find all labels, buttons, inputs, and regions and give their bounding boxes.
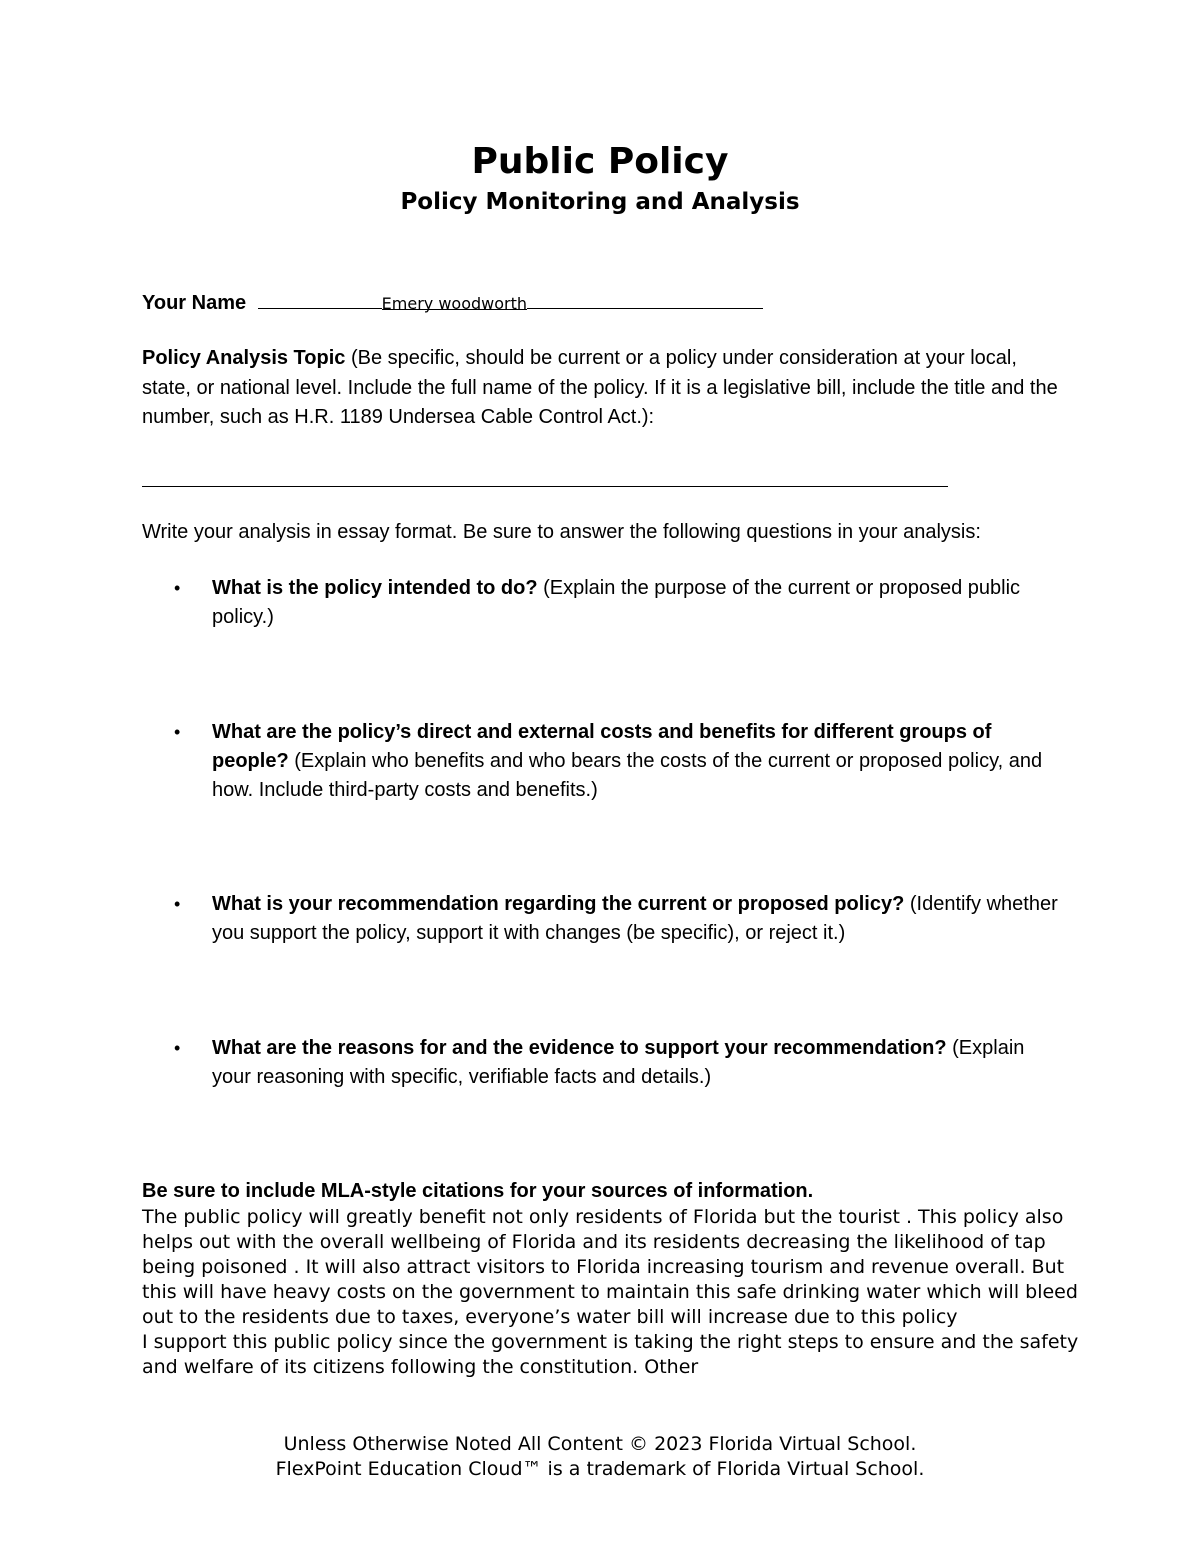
question-text: What is the policy intended to do? [212, 577, 538, 599]
question-item [142, 890, 1062, 948]
bullet-icon: • [174, 722, 181, 742]
name-value[interactable]: Emery woodworth [382, 289, 527, 310]
question-text: What are the policy’s direct and external costs and benefits for different groups of people? [212, 721, 992, 772]
essay-paragraph: I support this public policy since the government is taking the right steps to ensure and the safety and welfare of its citizens following the constitution. Other [142, 1331, 1079, 1378]
mla-citation-note: Be sure to include MLA-style citations for your sources of information. [142, 1180, 814, 1202]
essay-instructions: Write your analysis in essay format. Be sure to answer the following questions in your analysis: [142, 521, 981, 543]
footer-line: Unless Otherwise Noted All Content © 2023 Florida Virtual School. [283, 1433, 917, 1455]
question-text: What are the reasons for and the evidence to support your recommendation? [212, 1037, 947, 1059]
question-item [142, 718, 1062, 805]
policy-topic-prompt [142, 344, 1062, 433]
question-detail: (Explain your reasoning with specific, verifiable facts and details.) [212, 1037, 1025, 1088]
name-field-row [142, 288, 763, 318]
name-underline-right [527, 288, 763, 309]
question-text: What is your recommendation regarding the current or proposed policy? [212, 893, 905, 915]
bullet-icon: • [174, 578, 181, 598]
essay-response[interactable] [142, 1205, 1082, 1380]
question-detail: (Identify whether you support the policy, support it with changes (be specific), or reject it.) [212, 893, 1058, 944]
policy-topic-answer-line[interactable] [142, 486, 948, 487]
bullet-icon: • [174, 894, 181, 914]
name-underline-left [258, 288, 382, 309]
page-title: Public Policy [471, 141, 729, 182]
question-detail: (Explain who benefits and who bears the costs of the current or proposed policy, and how. Include third-party costs and benefits.) [212, 750, 1043, 801]
policy-topic-label: Policy Analysis Topic [142, 347, 346, 369]
policy-topic-instructions: (Be specific, should be current or a policy under consideration at your local, state, or national level. Include the full name of the policy. If it is a legislative bill, include the title and the number, such as H.R. 1189 Undersea Cable Control Act.): [142, 347, 1058, 428]
essay-paragraph: The public policy will greatly benefit not only residents of Florida but the tourist . This policy also helps out with the overall wellbeing of Florida and its residents decreasing the likelihood of tap being poisoned . It will also attract visitors to Florida increasing tourism and revenue overall. But this will have heavy costs on the government to maintain this safe drinking water which will bleed out to the residents due to taxes, everyone’s water bill will increase due to this policy [142, 1206, 1078, 1328]
copyright-footer [0, 1432, 1200, 1482]
name-label: Your Name [142, 292, 247, 314]
question-item [142, 574, 1062, 632]
question-item [142, 1034, 1062, 1092]
question-detail: (Explain the purpose of the current or proposed public policy.) [212, 577, 1021, 628]
bullet-icon: • [174, 1038, 181, 1058]
footer-line: FlexPoint Education Cloud™ is a trademark of Florida Virtual School. [275, 1458, 925, 1480]
page-subtitle: Policy Monitoring and Analysis [400, 189, 800, 215]
